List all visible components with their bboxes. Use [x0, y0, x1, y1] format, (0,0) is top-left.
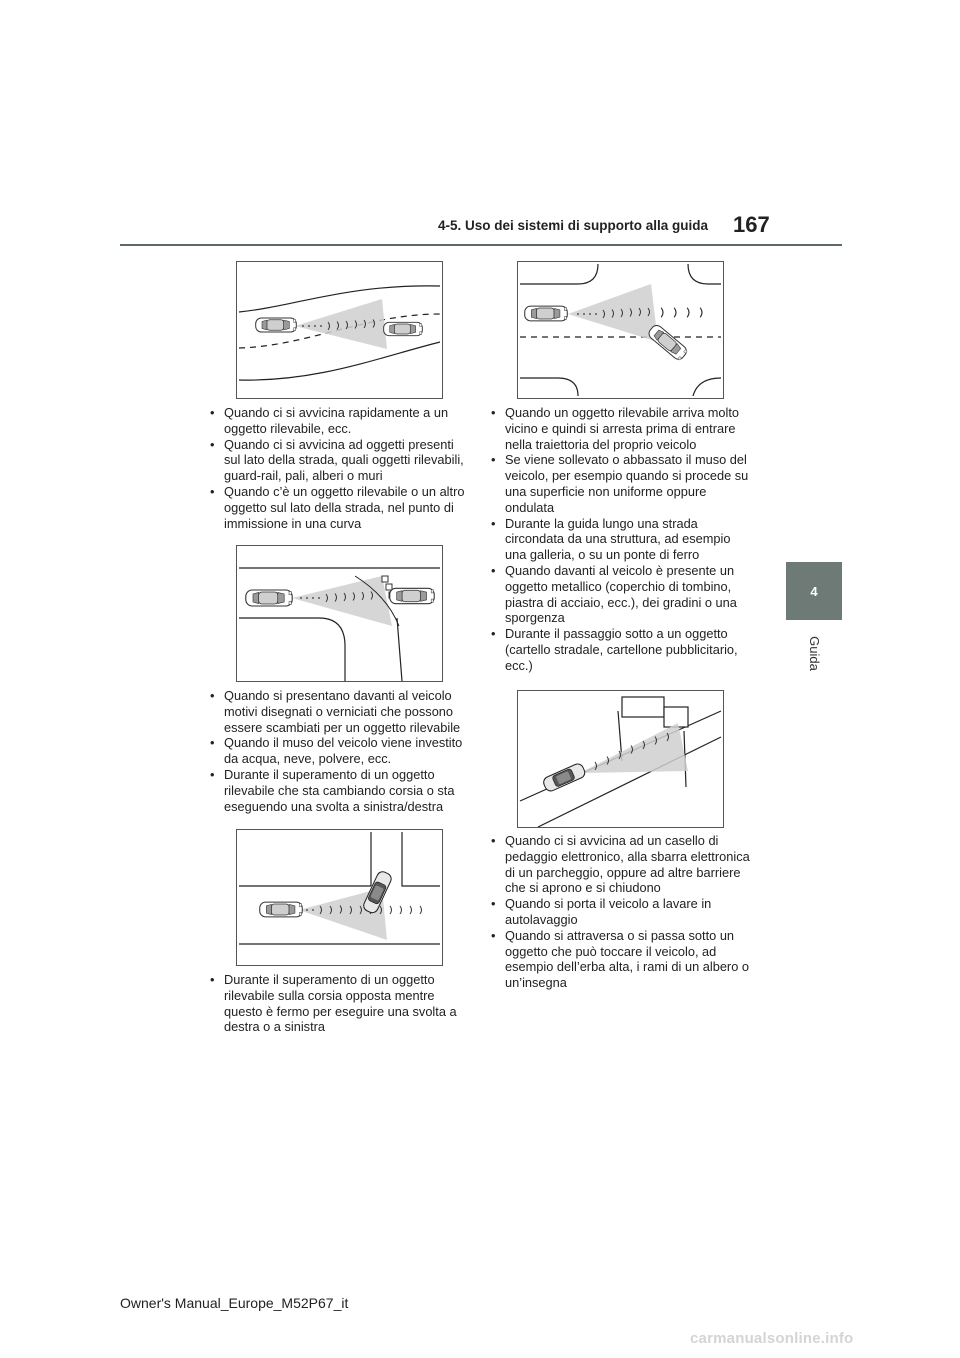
list-item: • Durante il superamento di un oggetto rilevabile sulla corsia opposta mentre questo è fermo per eseguire una svolta a destra o a sinistra [205, 972, 470, 1035]
list-item: • Durante la guida lungo una strada circondata da una struttura, ad esempio una galleria, o su un ponte di ferro [486, 516, 751, 563]
figure-cut-in-car [517, 261, 724, 399]
left-bullets-3 [205, 972, 470, 1035]
right-bullets-2 [486, 833, 751, 991]
list-item: • Quando ci si avvicina ad oggetti presenti sul lato della strada, quali oggetti rilevabili, guard-rail, pali, alberi o muri [205, 437, 470, 484]
watermark: carmanualsonline.info [690, 1330, 854, 1347]
list-item: • Durante il superamento di un oggetto rilevabile che sta cambiando corsia o sta eseguendo una svolta a sinistra/destra [205, 767, 470, 814]
list-item: • Quando davanti al veicolo è presente un oggetto metallico (coperchio di tombino, piastra di acciaio, ecc.), dei gradini o una sporgenza [486, 563, 751, 626]
right-bullets-1 [486, 405, 751, 674]
figure-overhead-signs [517, 690, 724, 828]
chapter-tab: 4 [786, 562, 842, 620]
list-item: • Quando si attraversa o si passa sotto un oggetto che può toccare il veicolo, ad esempio dell’erba alta, i rami di un albero o un’insegna [486, 928, 751, 991]
list-item: • Se viene sollevato o abbassato il muso del veicolo, per esempio quando si procede su una superficie non uniforme oppure ondulata [486, 452, 751, 515]
list-item: • Quando il muso del veicolo viene investito da acqua, neve, polvere, ecc. [205, 735, 470, 767]
figure-turning-car [236, 829, 443, 966]
list-item: • Quando si presentano davanti al veicolo motivi disegnati o verniciati che possono essere scambiati per un oggetto rilevabile [205, 688, 470, 735]
list-item: • Quando ci si avvicina rapidamente a un oggetto rilevabile, ecc. [205, 405, 470, 437]
footer-manual-name: Owner's Manual_Europe_M52P67_it [120, 1295, 349, 1311]
list-item: • Quando ci si avvicina ad un casello di pedaggio elettronico, alla sbarra elettronica di un parcheggio, oppure ad altre barriere che si aprono e si chiudono [486, 833, 751, 896]
list-item: • Durante il passaggio sotto a un oggetto (cartello stradale, cartellone pubblicitario, ecc.) [486, 626, 751, 673]
header-rule [120, 244, 842, 246]
section-title: 4-5. Uso dei sistemi di supporto alla guida [438, 218, 709, 233]
left-bullets-2 [205, 688, 470, 814]
left-bullets-1 [205, 405, 470, 531]
list-item: • Quando c’è un oggetto rilevabile o un altro oggetto sul lato della strada, nel punto di immissione in una curva [205, 484, 470, 531]
figure-car-on-curve [236, 261, 443, 399]
chapter-label [796, 633, 832, 673]
list-item: • Quando si porta il veicolo a lavare in autolavaggio [486, 896, 751, 928]
list-item: • Quando un oggetto rilevabile arriva molto vicino e quindi si arresta prima di entrare nella traiettoria del proprio veicolo [486, 405, 751, 452]
chapter-label-text: Guida [806, 635, 822, 671]
figure-roadside-objects [236, 545, 443, 682]
page-number: 167 [733, 212, 770, 237]
